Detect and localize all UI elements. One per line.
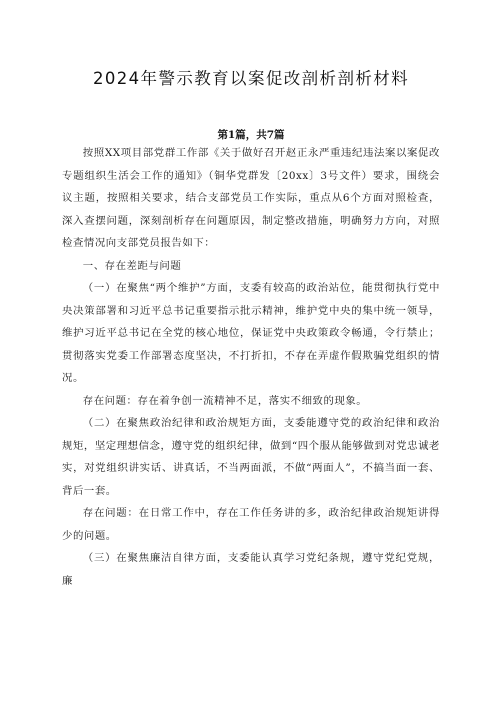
paragraph-section-1: （一）在聚焦“两个维护”方面，支委有较高的政治站位，能贯彻执行党中央决策部署和习近平总书记重要指示批示精神，维护党中央的集中统一领导，维护习近平总书记在全党的核心地位，保证党中央政策政令畅通，令行禁止；贯彻落实党委工作部署态度坚决，不打折扣，不存在弄虚作假欺骗党组织的情况。: [62, 282, 440, 384]
paragraph-section-3: （三）在聚焦廉洁自律方面，支委能认真学习党纪条规，遵守党纪党规，廉: [62, 552, 440, 587]
paragraph-issue-1: 存在问题：存在着争创一流精神不足，落实不细致的现象。: [82, 394, 368, 407]
paragraph-issue-2: 存在问题：在日常工作中，存在工作任务讲的多，政治纪律政治规矩讲得少的问题。: [62, 507, 440, 542]
paragraph-section-2: （二）在聚焦政治纪律和政治规矩方面，支委能遵守党的政治纪律和政治规矩，坚定理想信念，遵守党的组织纪律，做到“四个服从能够做到对党忠诚老实，对党组织讲实话、讲真话，不当两面派，不做“两面人”，不搞当面一套、背后一套。: [62, 417, 440, 497]
paragraph-intro: 按照XX项目部党群工作部《关于做好召开赵正永严重违纪违法案以案促改专题组织生活会工作的通知》（铜华党群发〔20xx〕3号文件）要求，围绕会议主题，按照相关要求，结合支部党员工作实际，重点从6个方面对照检查，深入查摆问题，深刻剖析存在问题原因，制定整改措施，明确努力方向，对照检查情况向支部党员报告如下：: [62, 147, 440, 249]
section-heading: 一、存在差距与问题: [82, 259, 182, 272]
document-subtitle: 第1篇，共7篇: [217, 129, 285, 141]
document-title: 2024年警示教育以案促改剖析剖析材料: [92, 69, 410, 88]
